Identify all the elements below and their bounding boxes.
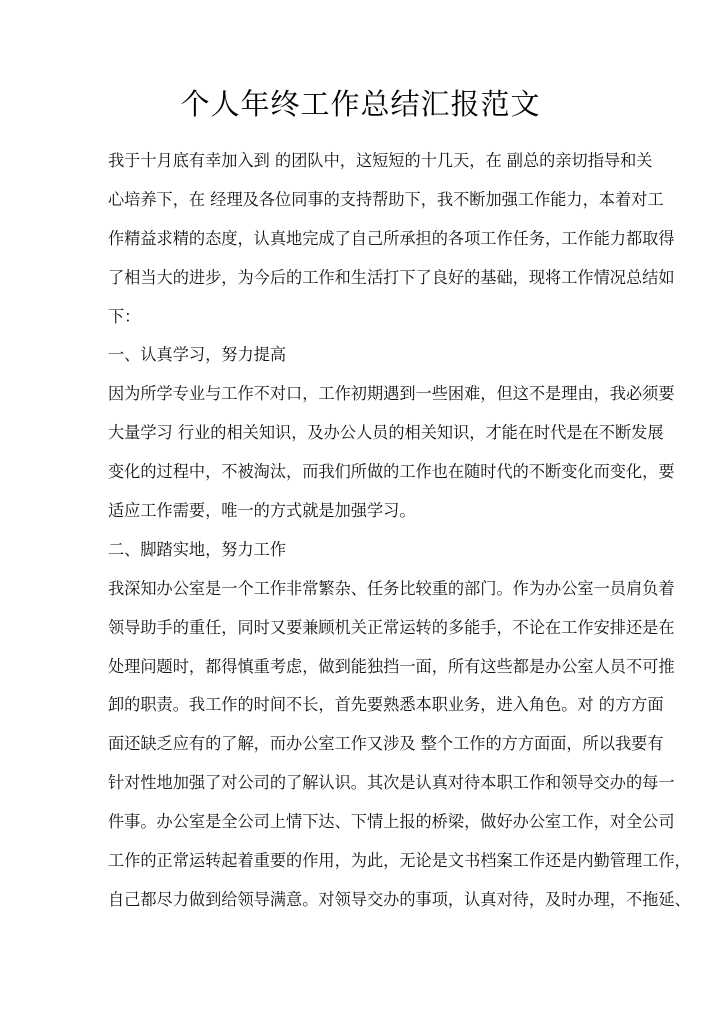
section-2-line-7: 件事。办公室是全公司上情下达、下情上报的桥梁，做好办公室工作，对全公司: [108, 812, 675, 832]
section-2-line-5: 面还缺乏应有的了解，而办公室工作又涉及 整个工作的方方面面，所以我要有: [108, 734, 664, 754]
document-body: [108, 142, 691, 920]
section-1-line-3: 变化的过程中，不被淘汰，而我们所做的工作也在随时代的不断变化而变化，要: [108, 462, 675, 482]
section-2-line-3: 处理问题时，都得慎重考虑，做到能独挡一面，所有这些都是办公室人员不可推: [108, 656, 675, 676]
section-heading-2: 二、脚踏实地，努力工作: [108, 539, 287, 559]
section-heading-1: 一、认真学习，努力提高: [108, 345, 287, 365]
section-2-line-8: 工作的正常运转起着重要的作用，为此，无论是文书档案工作还是内勤管理工作，: [108, 851, 691, 871]
document-title: 个人年终工作总结汇报范文: [180, 87, 541, 121]
section-2-line-2: 领导助手的重任，同时又要兼顾机关正常运转的多能手，不论在工作安排还是在: [108, 617, 675, 637]
section-2-line-1: 我深知办公室是一个工作非常繁杂、任务比较重的部门。作为办公室一员肩负着: [108, 578, 675, 598]
section-1-line-1: 因为所学专业与工作不对口，工作初期遇到一些困难，但这不是理由，我必须要: [108, 384, 675, 404]
paragraph-intro-line-5: 下：: [108, 306, 141, 326]
section-2-line-6: 针对性地加强了对公司的了解认识。其次是认真对待本职工作和领导交办的每一: [108, 773, 675, 793]
paragraph-intro-line-4: 了相当大的进步，为今后的工作和生活打下了良好的基础，现将工作情况总结如: [108, 267, 675, 287]
paragraph-intro-line-2: 心培养下，在 经理及各位同事的支持帮助下，我不断加强工作能力，本着对工: [108, 189, 664, 209]
paragraph-intro-line-1: 我于十月底有幸加入到 的团队中，这短短的十几天，在 副总的亲切指导和关: [108, 151, 653, 170]
paragraph-intro-line-3: 作精益求精的态度，认真地完成了自己所承担的各项工作任务，工作能力都取得: [108, 228, 675, 248]
section-1-line-4: 适应工作需要，唯一的方式就是加强学习。: [108, 501, 416, 521]
section-1-line-2: 大量学习 行业的相关知识，及办公人员的相关知识，才能在时代是在不断发展: [108, 423, 664, 443]
section-2-line-4: 卸的职责。我工作的时间不长，首先要熟悉本职业务，进入角色。对 的方方面: [108, 695, 664, 715]
section-2-line-9: 自己都尽力做到给领导满意。对领导交办的事项，认真对待，及时办理，不拖延、: [108, 889, 691, 909]
